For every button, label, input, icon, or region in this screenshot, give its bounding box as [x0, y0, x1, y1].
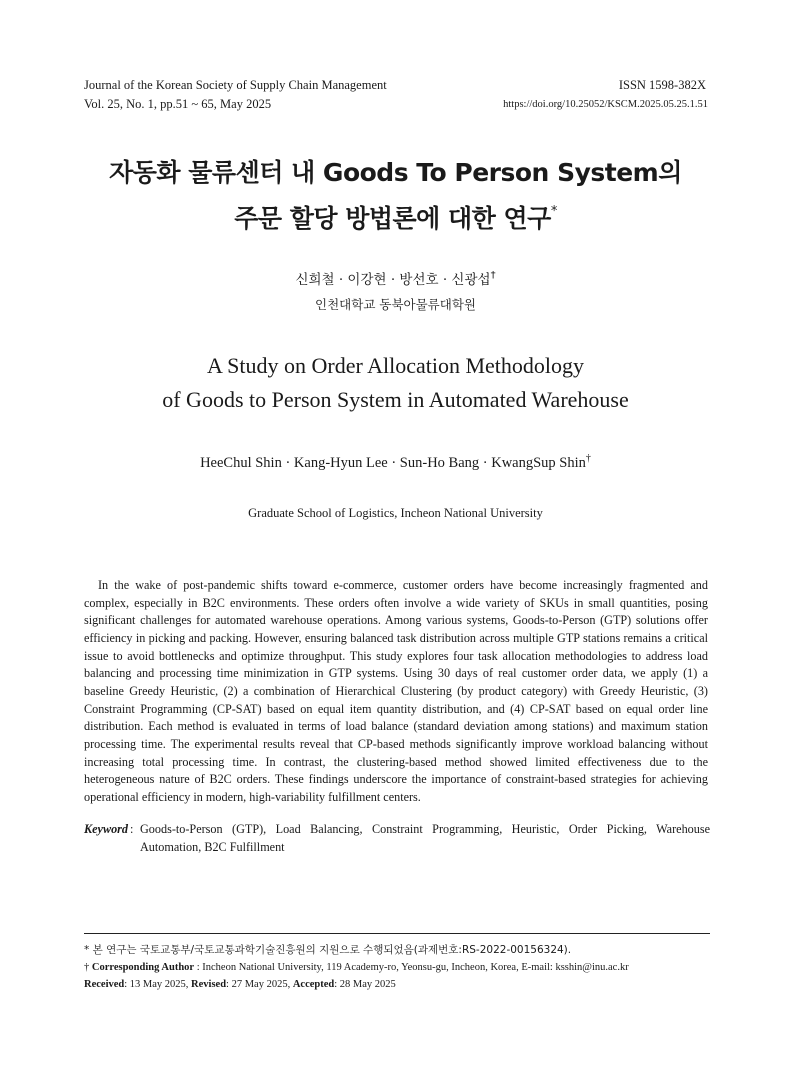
korean-corresponding-mark: † [490, 270, 496, 281]
footnote-divider [84, 933, 710, 934]
journal-name: Journal of the Korean Society of Supply Chain Management [84, 78, 387, 92]
received-date: : 13 May 2025, [124, 979, 189, 990]
keyword-label: Keyword [84, 822, 129, 836]
volume-info: Vol. 25, No. 1, pp.51 ~ 65, May 2025 [84, 97, 272, 111]
dates-footnote [84, 978, 396, 992]
title-footnote-mark: * [550, 204, 557, 219]
received-label: Received [84, 979, 125, 990]
english-affiliation: Graduate School of Logistics, Incheon National University [248, 506, 543, 520]
english-title-line2: of Goods to Person System in Automated Warehouse [162, 387, 629, 412]
funding-footnote: * 본 연구는 국토교통부/국토교통과학기술진흥원의 지원으로 수행되었음(과제번호:RS-2022-00156324). [84, 944, 572, 956]
korean-author-names: 신희철 · 이강현 · 방선호 · 신광섭 [295, 272, 491, 288]
english-authors [0, 450, 791, 472]
corresponding-details: : Incheon National University, 119 Academy-ro, Yeonsu-gu, Incheon, Korea, E-mail: ksshin@inu.ac.kr [196, 962, 629, 973]
revised-date: : 27 May 2025, [226, 979, 291, 990]
korean-title-line1: 자동화 물류센터 내 Goods To Person System의 [109, 158, 682, 187]
issn: ISSN 1598-382X [618, 78, 706, 92]
corresponding-mark: † [84, 962, 90, 973]
korean-authors [0, 267, 791, 289]
keyword-separator: : [130, 822, 134, 836]
keyword-list: Goods-to-Person (GTP), Load Balancing, Constraint Programming, Heuristic, Order Picking, Warehouse Automation, B2C Fulfillment [140, 822, 710, 854]
english-corresponding-mark: † [585, 453, 591, 464]
english-title-line1: A Study on Order Allocation Methodology [206, 353, 585, 378]
accepted-label: Accepted [292, 979, 335, 990]
accepted-date: : 28 May 2025 [334, 979, 396, 990]
korean-affiliation: 인천대학교 동북아물류대학원 [315, 297, 476, 312]
revised-label: Revised [191, 979, 227, 990]
english-author-names: HeeChul Shin · Kang-Hyun Lee · Sun-Ho Bang · KwangSup Shin [200, 455, 586, 471]
corresponding-label: Corresponding Author [91, 962, 195, 973]
abstract: In the wake of post-pandemic shifts toward e-commerce, customer orders have become increasingly fragmented and complex, especially in B2C environments. These orders often involve a wide variety of SKUs in small quantities, posing significant challenges for automated warehouse operations. Among various systems, Goods-to-Person (GTP) solutions offer efficiency in picking and packing. However, ensuring balanced task distribution across multiple GTP stations remains a critical issue to avoid bottlenecks and optimize throughput. This study explores four task allocation methodologies to address load balancing and processing time minimization in GTP systems. Using 30 days of real customer order data, we apply (1) a baseline Greedy Heuristic, (2) a combination of Hierarchical Clustering (by product category) with Greedy Heuristic, (3) Constraint Programming (CP-SAT) based on equal item quantity distribution, and (4) CP-SAT based on equal order line distribution. Each method is evaluated in terms of load balance (standard deviation among stations) and maximum station processing time. The experimental results reveal that CP-based methods significantly improve workload balancing without increasing total processing time. In contrast, the clustering-based method showed limited effectiveness due to the heterogeneous nature of B2C orders. These findings underscore the importance of constraint-based strategies for achieving operational efficiency in modern, high-variability fulfillment centers. [84, 578, 708, 804]
korean-title-line2-text: 주문 할당 방법론에 대한 연구 [234, 204, 551, 233]
corresponding-author-footnote [84, 961, 629, 975]
korean-title-line2 [0, 196, 791, 235]
doi-link[interactable]: https://doi.org/10.25052/KSCM.2025.05.25.1.51 [503, 99, 708, 110]
